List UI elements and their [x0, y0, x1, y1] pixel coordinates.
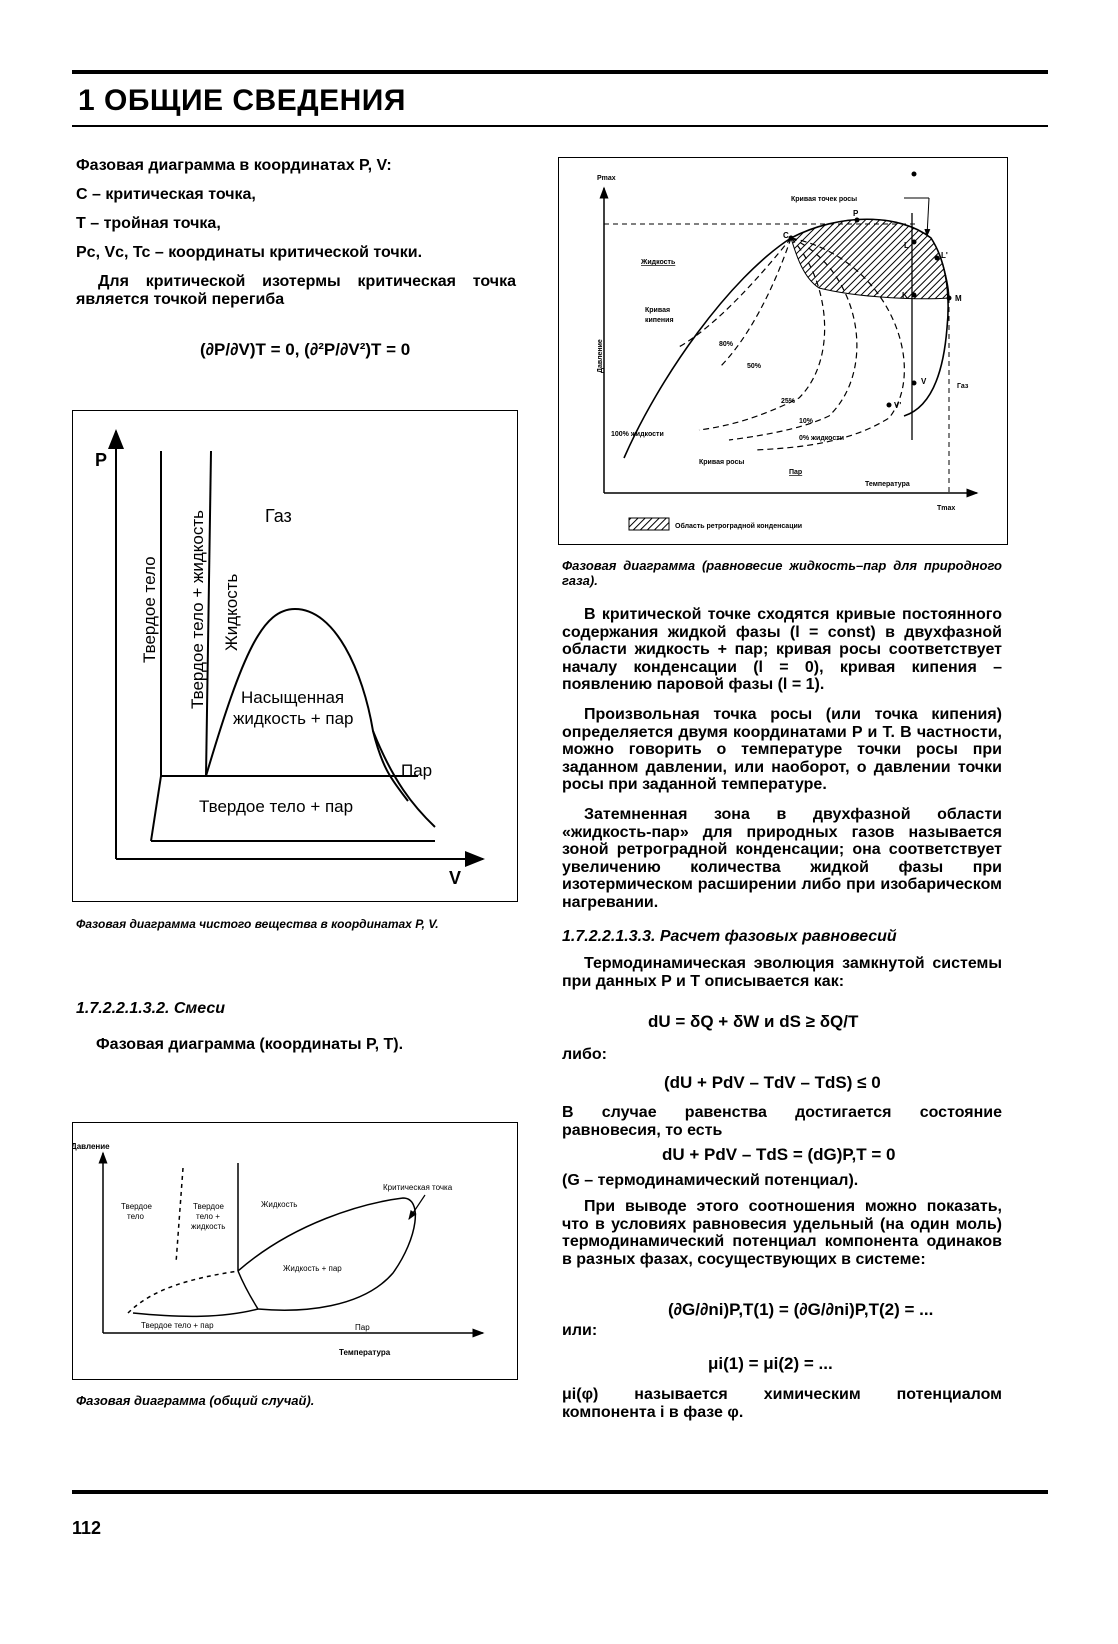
- saturated-label-2: жидкость + пар: [233, 709, 354, 728]
- point-vp: [887, 403, 892, 408]
- intro-title: Фазовая диаграмма в координатах P, V:: [76, 157, 392, 174]
- formula-inequality: (dU + PdV – TdV – TdS) ≤ 0: [664, 1073, 881, 1092]
- label-25: 25%: [781, 398, 796, 405]
- sl-label-2: тело +: [196, 1212, 220, 1221]
- section-calc: 1.7.2.2.1.3.3. Расчет фазовых равновесий: [562, 928, 897, 945]
- liquid-label: Жидкость: [641, 259, 676, 266]
- formula-mu: μi(1) = μi(2) = ...: [708, 1354, 833, 1373]
- sublimation-dashed: [128, 1271, 238, 1313]
- vapor-label: Пар: [789, 469, 803, 476]
- para-evolution: Термодинамическая эволюция замкнутой системы при данных P и T описывается как:: [562, 955, 1002, 990]
- sl-label-3: жидкость: [191, 1222, 226, 1231]
- critical-coords-item: Pc, Vc, Tc – координаты критической точки.: [76, 244, 423, 261]
- point-v: [912, 381, 917, 386]
- pressure-label: Давление: [597, 339, 604, 373]
- pt-c-label: C: [783, 231, 789, 240]
- formula-partial: (∂G/∂ni)P,T(1) = (∂G/∂ni)P,T(2) = ...: [668, 1300, 934, 1319]
- pt-lp-label: L': [941, 251, 948, 260]
- curve-50: [719, 238, 791, 368]
- tmax-label: Tmax: [937, 505, 956, 512]
- pressure-axis-label: Давление: [73, 1142, 110, 1151]
- gas-diagram: [559, 158, 1006, 543]
- pv-diagram-frame: [72, 410, 518, 902]
- point-p: [855, 218, 860, 223]
- temperature-label: Температура: [865, 481, 910, 488]
- para-dew-point: Произвольная точка росы (или точка кипения) определяется двумя координатами P и T. В частности, можно говорить о температуре точки росы при заданном давлении, или наоборот, о давлении точки росы при заданной температуре.: [562, 706, 1002, 793]
- label-10: 10%: [799, 418, 814, 425]
- vaporization-curve: [238, 1198, 415, 1310]
- pt-v-label: V: [921, 377, 927, 386]
- inflection-formula: (∂P/∂V)T = 0, (∂²P/∂V²)T = 0: [200, 340, 411, 359]
- title-underline: [72, 125, 1048, 127]
- para-equilibrium: В случае равенства достигается состояние равновесия, то есть: [562, 1104, 1002, 1139]
- bottom-rule: [72, 1490, 1048, 1494]
- point-m: [947, 296, 952, 301]
- solid-label-2: тело: [127, 1212, 144, 1221]
- pt-k-label: K: [902, 291, 908, 300]
- saturated-label-1: Насыщенная: [241, 688, 345, 707]
- point-k: [912, 293, 917, 298]
- gas-caption: Фазовая диаграмма (равновесие жидкость–пар для природного газа).: [562, 558, 1002, 588]
- section-mixtures: 1.7.2.2.1.3.2. Смеси: [76, 1000, 226, 1017]
- solid-vapor-label: Твердое тело + пар: [199, 797, 354, 816]
- ili-label: или:: [562, 1322, 598, 1339]
- point-top: [912, 172, 917, 177]
- vapor-label: Пар: [401, 761, 433, 780]
- pt-vp-label: V': [894, 401, 902, 410]
- dew-points-label: Кривая точек росы: [791, 196, 858, 203]
- libo-label: либо:: [562, 1046, 607, 1063]
- pt-intro: Фазовая диаграмма (координаты P, T).: [96, 1036, 404, 1053]
- pv-caption: Фазовая диаграмма чистого вещества в координатах P, V.: [76, 917, 439, 931]
- p-axis-label: P: [95, 450, 108, 470]
- pmax-label: Pmax: [597, 175, 616, 182]
- sublimation-curve: [133, 1309, 258, 1316]
- potential-note: (G – термодинамический потенциал).: [562, 1172, 859, 1189]
- pv-diagram: [73, 411, 516, 900]
- boiling-label-1: Кривая: [645, 307, 671, 314]
- solid-label: Твердое тело: [140, 556, 159, 663]
- point-c: [789, 236, 794, 241]
- pt-diagram-frame: [72, 1122, 518, 1380]
- formula-dg: dU + PdV – TdS = (dG)P,T = 0: [662, 1145, 896, 1164]
- solid-liquid-label: Твердое тело + жидкость: [188, 510, 207, 709]
- dew-pointer-down: [927, 198, 929, 236]
- solid-label-1: Твердое: [121, 1202, 152, 1211]
- para-derivation: При выводе этого соотношения можно показать, что в условиях равновесия удельный (на один моль) термодинамический потенциал компонента одинаков в разных фазах, сосуществующих в системе:: [562, 1198, 1002, 1268]
- v-axis-label: V: [449, 868, 462, 888]
- temperature-axis-label: Температура: [339, 1348, 391, 1357]
- retrograde-zone: [791, 219, 949, 298]
- curve-80: [677, 238, 791, 348]
- critical-arrow: [409, 1195, 425, 1219]
- gas-diagram-frame: [558, 157, 1008, 545]
- chapter-title: 1 ОБЩИЕ СВЕДЕНИЯ: [78, 84, 406, 117]
- sl-label-1: Твердое: [193, 1202, 224, 1211]
- solid-vapor-label: Твердое тело + пар: [141, 1321, 214, 1330]
- gas-label: Газ: [265, 506, 292, 526]
- pt-m-label: M: [955, 294, 962, 303]
- vapor-label: Пар: [355, 1323, 370, 1332]
- gas-label: Газ: [957, 383, 969, 390]
- formula-du: dU = δQ + δW и dS ≥ δQ/T: [648, 1012, 859, 1031]
- liquid-label: Жидкость: [261, 1200, 298, 1209]
- para-critical-point: В критической точке сходятся кривые постоянного содержания жидкой фазы (l = const) в двухфазной области жидкость + пар; кривая росы соответствует началу конденсации (l = 0), кривая кипения – появлению паровой фазы (l = 1).: [562, 606, 1002, 693]
- pt-l-label: L: [904, 241, 909, 250]
- label-80: 80%: [719, 341, 734, 348]
- label-0-liquid: 0% жидкости: [799, 435, 844, 442]
- para-chemical-potential: μi(φ) называется химическим потенциалом компонента i в фазе φ.: [562, 1386, 1002, 1421]
- para-retrograde: Затемненная зона в двухфазной области «жидкость-пар» для природных газов называется зоной ретроградной конденсации; она соответствует увеличению количества жидкой фазы при изотермическом расширении либо при изобарическом нагревании.: [562, 806, 1002, 911]
- legend-label: Область ретроградной конденсации: [675, 523, 803, 530]
- critical-point-item: С – критическая точка,: [76, 186, 256, 203]
- isotherm-text: Для критической изотермы критическая точка является точкой перегиба: [76, 273, 516, 308]
- label-50: 50%: [747, 363, 762, 370]
- legend-swatch: [629, 518, 669, 530]
- point-l: [912, 240, 917, 245]
- top-rule: [72, 70, 1048, 74]
- boiling-label-2: кипения: [645, 317, 674, 324]
- pt-caption: Фазовая диаграмма (общий случай).: [76, 1393, 315, 1408]
- pt-diagram: [73, 1123, 516, 1378]
- dew-curve-label: Кривая росы: [699, 459, 745, 466]
- page-number: 112: [72, 1518, 102, 1538]
- pt-p-label: P: [853, 209, 859, 218]
- point-lp: [935, 256, 940, 261]
- liquid-label: Жидкость: [222, 573, 241, 651]
- critical-point-label: Критическая точка: [383, 1183, 453, 1192]
- solid-vapor-left: [151, 776, 161, 841]
- triple-point-item: Т – тройная точка,: [76, 215, 221, 232]
- liquid-vapor-label: Жидкость + пар: [283, 1264, 342, 1273]
- label-100-liquid: 100% жидкости: [611, 431, 664, 438]
- solid-liquid-dashed: [176, 1168, 183, 1263]
